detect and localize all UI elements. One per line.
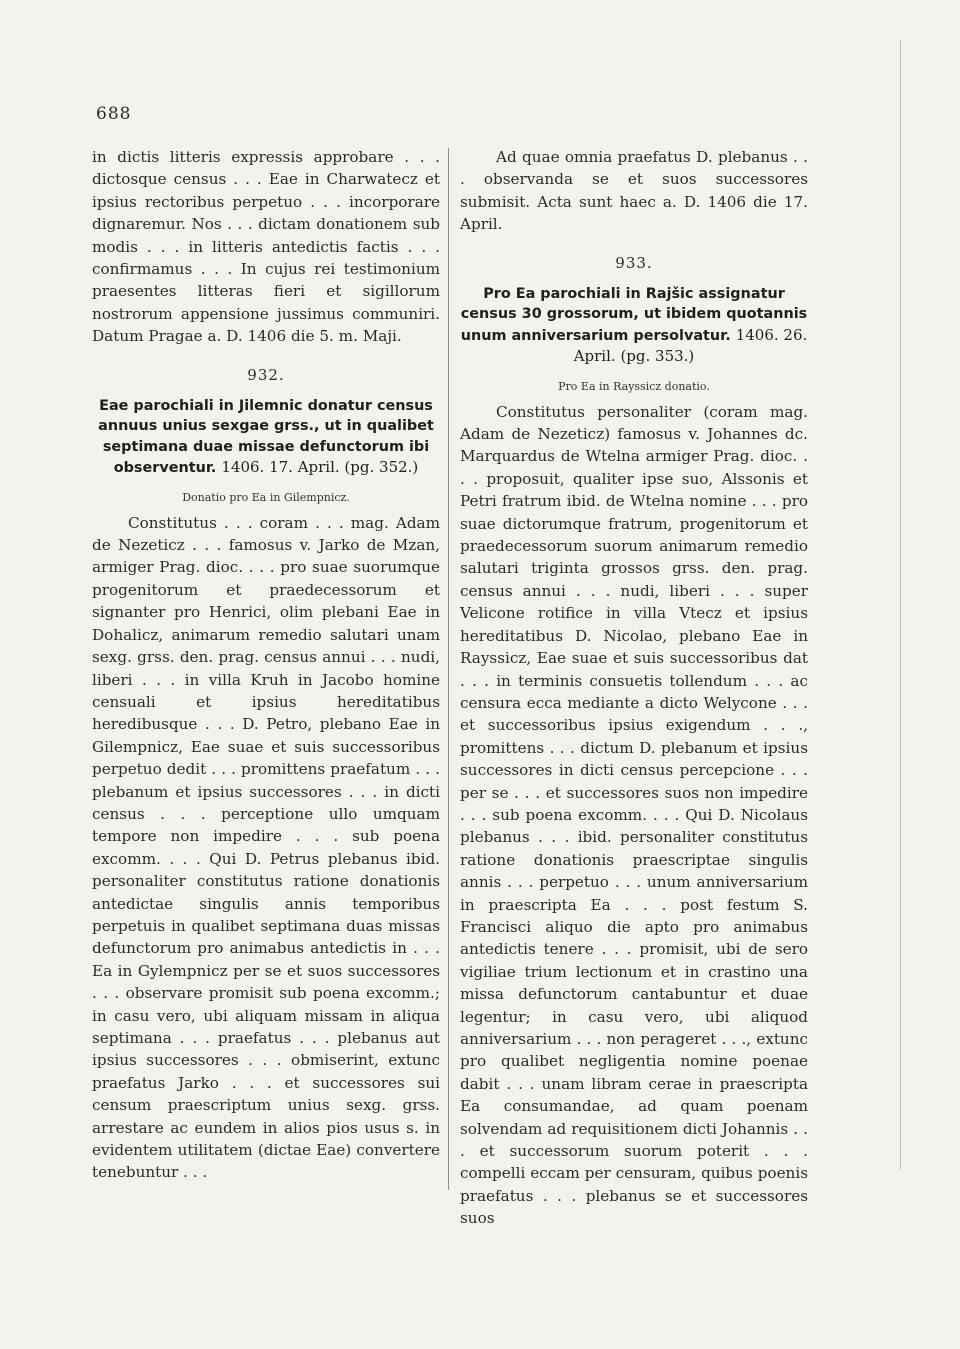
heading-date: 1406. 17. April. (pg. 352.) xyxy=(221,458,419,477)
document-body-933: Constitutus personaliter (coram mag. Adam de Nezeticz) famosus v. Johannes dc. Marquardus de Wtelna armiger Prag. dioc. . . . proposuit, qualiter ipse suo, Alssonis et Petri fratrum ibid. de Wtelna nomine . . . pro suae dictorumque fratrum, progenitorum et praedecessorum suorum animarum remedio salutari triginta grossos grss. den. prag. census annui . . . nudi, liberi . . . super Velicone rotifice in villa Vtecz et ipsius hereditatibus D. Nicolao, plebano Eae in Rayssicz, Eae suae et suis successoribus dat . . . in terminis consuetis tollendum . . . ac censura ecca mediante a dicto Welycone . . . et successoribus ipsius exigendum . . ., promittens . . . dictum D. plebanum et ipsius successores in dicti census percepcione . . . per se . . . et successores suos non impedire . . . sub poena excomm. . . . Qui D. Nicolaus plebanus . . . ibid. personaliter constitutus ratione donationis praescriptae singulis annis . . . perpetuo . . . unum anniversarium in praescripta Ea . . . post festum S. Francisci aliquo die apto pro animabus antedictis tenere . . . promisit, ubi de sero vigiliae trium lectionum et in crastino una missa defunctorum cantabuntur et duae legentur; in casu vero, ubi aliquod anniversarium . . . non perageret . . ., extunc pro qualibet negligentia nomine poenae dabit . . . unam libram cerae in praescripta Ea consumandae, ad quam poenam solvendam ad requisitionem dicti Johannis . . . et successorum suorum poterit . . . compelli eccam per censuram, quibus poenis praefatus . . . plebanus se et successores suos xyxy=(460,402,808,1228)
page-number: 688 xyxy=(96,104,132,124)
document-subtitle-933: Pro Ea in Rayssicz donatio. xyxy=(558,379,710,393)
document-number-932: 932. xyxy=(247,365,285,384)
right-intro-text: Ad quae omnia praefatus D. plebanus . . . observanda se et suos successores submisit. Acta sunt haec a. D. 1406 die 17. April. xyxy=(460,148,808,234)
document-heading-932 xyxy=(92,396,440,479)
heading-text: Pro Ea parochiali in Rajšic assignatur census 30 grossorum, ut ibidem quotannis unum anniversarium persolvatur. xyxy=(460,285,808,344)
right-column xyxy=(460,146,808,1230)
heading-date: 1406. 26. April. (pg. 353.) xyxy=(573,325,808,366)
heading-text: Eae parochiali in Jilemnic donatur census annuus unius sexgae grss., ut in qualibet septimana duae missae defunctorum ibi observentur. xyxy=(98,397,434,477)
left-column xyxy=(92,146,440,1184)
margin-line xyxy=(900,40,901,1170)
left-intro-text: in dictis litteris expressis approbare . . . dictosque census . . . Eae in Charwatecz et ipsius rectoribus perpetuo . . . incorporare dignaremur. Nos . . . dictam donationem sub modis . . . in litteris antedictis factis . . . confirmamus . . . In cujus rei testimonium praesentes litteras fieri et sigillorum nostrorum appensione jussimus communiri. Datum Pragae a. D. 1406 die 5. m. Maji. xyxy=(92,148,440,346)
document-number-933: 933. xyxy=(615,253,653,272)
column-divider xyxy=(448,148,449,1190)
document-heading-933 xyxy=(460,284,808,368)
document-subtitle-932: Donatio pro Ea in Gilempnicz. xyxy=(182,490,350,504)
document-body-932: Constitutus . . . coram . . . mag. Adam de Nezeticz . . . famosus v. Jarko de Mzan, armiger Prag. dioc. . . . pro suae suorumque progenitorum et praedecessorum et signanter pro Henrici, olim plebani Eae in Dohalicz, animarum remedio salutari unam sexg. grss. den. prag. census annui . . . nudi, liberi . . . in villa Kruh in Jacobo homine censuali et ipsius hereditatibus heredibusque . . . D. Petro, plebano Eae in Gilempnicz, Eae suae et suis successoribus perpetuo dedit . . . promittens praefatum . . . plebanum et ipsius successores . . . in dicti census . . . perceptione ullo umquam tempore non impedire . . . sub poena excomm. . . . Qui D. Petrus plebanus ibid. personaliter constitutus ratione donationis antedictae singulis annis temporibus perpetuis in qualibet septimana duas missas defunctorum pro animabus antedictis in . . . Ea in Gylempnicz per se et suos successores . . . observare promisit sub poena excomm.; in casu vero, ubi aliquam missam in aliqua septimana . . . praefatus . . . plebanus aut ipsius successores . . . obmiserint, extunc praefatus Jarko . . . et successores sui censum praescriptum unius sexg. grss. arrestare ac eundem in alios pios usus s. in evidentem utilitatem (dictae Eae) convertere tenebuntur . . . xyxy=(92,513,440,1182)
